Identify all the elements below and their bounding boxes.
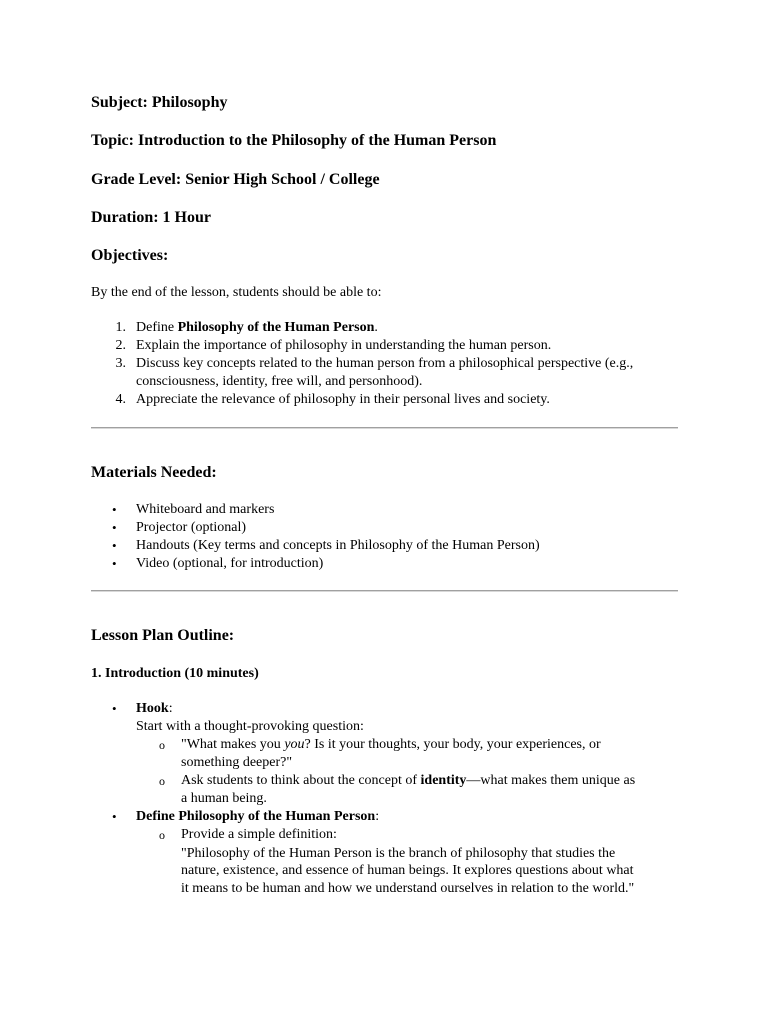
- list-item-text: Whiteboard and markers: [136, 502, 275, 517]
- definition-intro: Provide a simple definition:: [181, 827, 337, 842]
- introduction-subheading: 1. Introduction (10 minutes): [91, 666, 259, 681]
- definition-quote-line: it means to be human and how we understand ourselves in relation to the world.": [181, 881, 635, 896]
- sub-bullet-icon: o: [159, 738, 165, 752]
- hook-question-continued: something deeper?": [181, 755, 293, 770]
- hook-question: "What makes you you? Is it your thoughts, your body, your experiences, or: [181, 737, 601, 752]
- materials-heading: Materials Needed:: [91, 464, 217, 481]
- hook-text: Start with a thought-provoking question:: [136, 719, 364, 734]
- horizontal-rule: [91, 427, 678, 429]
- list-number: 3.: [115, 356, 126, 371]
- definition-quote-line: nature, existence, and essence of human beings. It explores questions about what: [181, 863, 634, 878]
- subject-heading: Subject: Philosophy: [91, 94, 228, 111]
- grade-level-heading: Grade Level: Senior High School / College: [91, 171, 380, 188]
- bullet-icon: •: [112, 502, 117, 517]
- sub-bullet-icon: o: [159, 828, 165, 842]
- list-item-text: Discuss key concepts related to the human person from a philosophical perspective (e.g.,: [136, 356, 634, 371]
- hook-label: Hook:: [136, 701, 173, 716]
- list-number: 4.: [115, 392, 126, 407]
- define-label: Define Philosophy of the Human Person:: [136, 809, 380, 824]
- list-item-text-continued: consciousness, identity, free will, and personhood).: [136, 374, 423, 389]
- list-item-text: Appreciate the relevance of philosophy in their personal lives and society.: [136, 392, 550, 407]
- bold-term: Philosophy of the Human Person: [177, 320, 375, 335]
- bullet-icon: •: [112, 556, 117, 571]
- duration-heading: Duration: 1 Hour: [91, 209, 211, 226]
- bullet-icon: •: [112, 520, 117, 535]
- list-item-text: Video (optional, for introduction): [136, 556, 324, 571]
- list-item-text: Define Philosophy of the Human Person.: [136, 320, 378, 335]
- bullet-icon: •: [112, 809, 117, 824]
- list-number: 1.: [115, 320, 126, 335]
- definition-quote-line: "Philosophy of the Human Person is the branch of philosophy that studies the: [181, 846, 616, 861]
- objectives-intro: By the end of the lesson, students should be able to:: [91, 285, 382, 300]
- identity-prompt-continued: a human being.: [181, 791, 267, 806]
- list-item-text: Explain the importance of philosophy in understanding the human person.: [136, 338, 552, 353]
- list-number: 2.: [115, 338, 126, 353]
- sub-bullet-icon: o: [159, 774, 165, 788]
- objectives-heading: Objectives:: [91, 247, 169, 264]
- topic-heading: Topic: Introduction to the Philosophy of the Human Person: [91, 132, 497, 149]
- list-item-text: Handouts (Key terms and concepts in Philosophy of the Human Person): [136, 538, 540, 553]
- horizontal-rule: [91, 590, 678, 592]
- bullet-icon: •: [112, 538, 117, 553]
- bullet-icon: •: [112, 701, 117, 716]
- outline-heading: Lesson Plan Outline:: [91, 627, 235, 644]
- list-item-text: Projector (optional): [136, 520, 247, 535]
- identity-prompt: Ask students to think about the concept of identity—what makes them unique as: [181, 773, 636, 788]
